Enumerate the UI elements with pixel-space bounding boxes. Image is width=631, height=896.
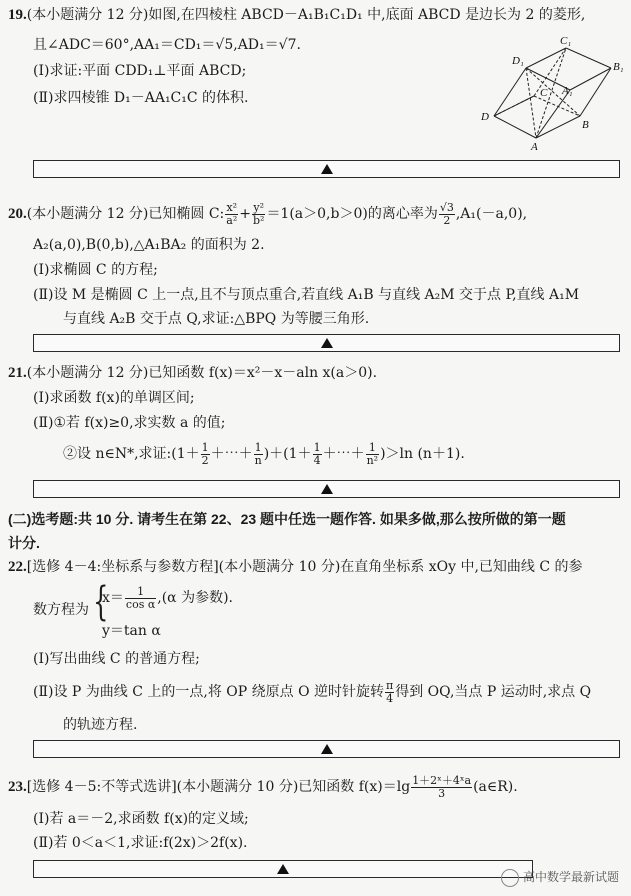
triangle-icon (321, 338, 333, 348)
q22-line1: 22.[选修 4－4:坐标系与参数方程](本小题满分 10 分)在直角坐标系 xOy 中,已知曲线 C 的参 (8, 559, 583, 575)
q23-part1: (Ⅰ)若 a＝－2,求函数 f(x)的定义域; (33, 811, 249, 827)
q22-eq2: y＝tan α (102, 623, 161, 639)
q20-line1: 20.(本小题满分 12 分)已知椭圆 C: $\frac{\text{x²}}{\text{a²}}$ + $\frac{\text{y²}}{\text{b²}}$ ＝1(a＞0,b＞0)的离心率为 $\frac{√3}{2}$ ,A₁(－a,0), (8, 200, 528, 227)
q22-number: 22. (8, 559, 27, 575)
prism-figure (478, 34, 628, 152)
brace-icon: { (93, 579, 109, 625)
q19-part1: (Ⅰ)求证:平面 CDD₁⊥平面 ABCD; (33, 63, 247, 79)
q20-part1: (Ⅰ)求椭圆 C 的方程; (33, 262, 158, 278)
section-heading-cont: 计分. (8, 535, 40, 551)
frac-e: $\frac{√3}{2}$ (439, 200, 454, 227)
q20-part2a: (Ⅱ)设 M 是椭圆 C 上一点,且不与顶点重合,若直线 A₁B 与直线 A₂M 交于点 P,直线 A₁M (33, 287, 580, 303)
q21-number: 21. (8, 365, 27, 381)
section-heading: (二)选考题:共 10 分. 请考生在第 22、23 题中任选一题作答. 如果多做,那么按所做的第一题 (8, 511, 566, 527)
q19-line2: 且∠ADC＝60°,AA₁＝CD₁＝√5,AD₁＝√7. (33, 37, 301, 53)
frac-x2-a2: $\frac{\text{x²}}{\text{a²}}$ (226, 200, 238, 227)
label-D1: D₁ (512, 55, 524, 67)
q20-line2: A₂(a,0),B(0,b),△A₁BA₂ 的面积为 2. (33, 237, 265, 253)
label-C1: C₁ (560, 35, 572, 47)
answer-bar-23[interactable] (33, 860, 533, 878)
q22-part2: (Ⅱ)设 P 为曲线 C 上的一点,将 OP 绕原点 O 逆时针旋转 $\frac{\pi}{4}$ 得到 OQ,当点 P 运动时,求点 Q (33, 678, 592, 705)
triangle-icon (277, 864, 289, 874)
label-A1: A₁ (562, 85, 573, 97)
q20-number: 20. (8, 206, 27, 222)
answer-bar-20[interactable] (33, 334, 620, 352)
q22-eq1: x＝ $\frac{1}{\text{cos α}}$ ,(α 为参数). (102, 584, 233, 611)
q22-pre: 数方程为 (33, 602, 89, 618)
label-D: D (481, 111, 489, 123)
q22-part2-cont: 的轨迹方程. (63, 717, 138, 733)
q23-part2: (Ⅱ)若 0＜a＜1,求证:f(2x)＞2f(x). (33, 835, 248, 851)
triangle-icon (321, 744, 333, 754)
answer-bar-22[interactable] (33, 740, 620, 758)
q21-line1: 21.(本小题满分 12 分)已知函数 f(x)＝x²－x－aln x(a＞0). (8, 365, 378, 381)
q21-part1: (Ⅰ)求函数 f(x)的单调区间; (33, 390, 195, 406)
answer-bar-21[interactable] (33, 480, 620, 498)
label-C: C (540, 87, 548, 99)
q20-part2b: 与直线 A₂B 交于点 Q,求证:△BPQ 为等腰三角形. (63, 311, 370, 327)
q22-part1: (Ⅰ)写出曲线 C 的普通方程; (33, 651, 200, 667)
q19-part2: (Ⅱ)求四棱锥 D₁－AA₁C₁C 的体积. (33, 90, 249, 106)
q23-line1: 23.[选修 4－5:不等式选讲](本小题满分 10 分)已知函数 f(x)＝lg $\frac{\text{1＋2ˣ＋4ˣa}}{3}$ (a∈R). (8, 773, 518, 800)
q19-line1: 19.(本小题满分 12 分)如图,在四棱柱 ABCD－A₁B₁C₁D₁ 中,底面 ABCD 是边长为 2 的菱形, (8, 7, 586, 23)
triangle-icon (321, 484, 333, 494)
q21-part3: ②设 n∈N*,求证:(1＋ $\frac{1}{2}$ ＋⋯＋ $\frac{1}{n}$ )＋(1＋ $\frac{1}{4}$ ＋⋯＋ $\frac{1}{\text{n²}}$ )＞ln (n＋1). (63, 440, 465, 467)
answer-bar-19[interactable] (33, 160, 620, 178)
q23-number: 23. (8, 779, 27, 795)
q21-part2: (Ⅱ)①若 f(x)≥0,求实数 a 的值; (33, 415, 226, 431)
frac-y2-b2: $\frac{\text{y²}}{\text{b²}}$ (252, 200, 265, 227)
watermark: 高中数学最新试题 (501, 868, 619, 887)
wechat-icon (501, 869, 519, 887)
label-A: A (531, 141, 538, 152)
label-B1: B₁ (613, 61, 624, 73)
q19-number: 19. (8, 7, 27, 23)
triangle-icon (321, 164, 333, 174)
label-B: B (582, 119, 589, 131)
